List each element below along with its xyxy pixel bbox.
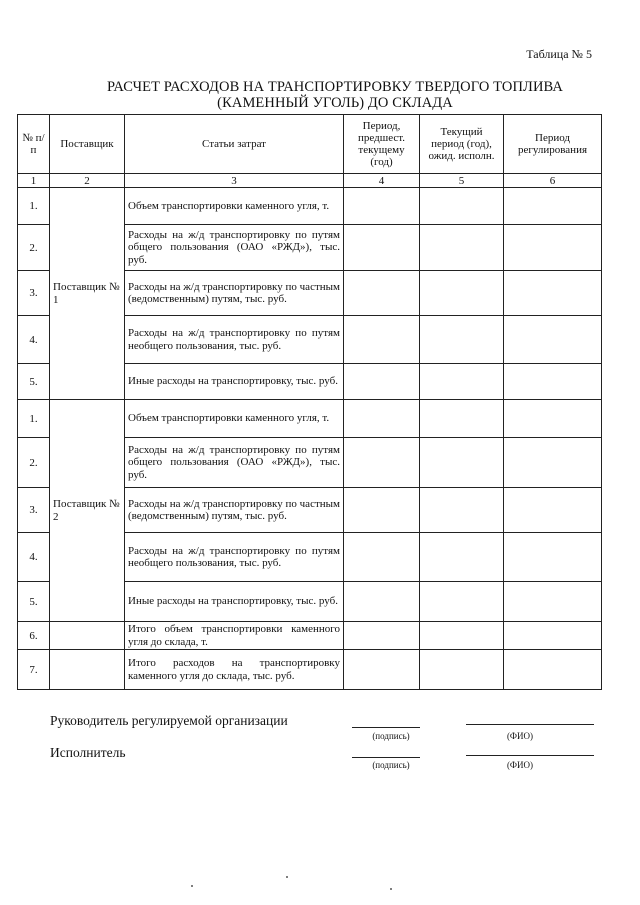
header-regulation-period: Период регулирования bbox=[504, 115, 602, 174]
col-number: 3 bbox=[125, 174, 344, 188]
value-cell bbox=[420, 316, 504, 364]
value-cell bbox=[504, 488, 602, 533]
value-cell bbox=[344, 650, 420, 690]
table-row bbox=[18, 400, 602, 438]
col-number: 4 bbox=[344, 174, 420, 188]
value-cell bbox=[420, 488, 504, 533]
value-cell bbox=[344, 533, 420, 582]
value-cell bbox=[504, 650, 602, 690]
cost-item: Расходы на ж/д транспортировку по путям необщего пользования, тыс. руб. bbox=[125, 316, 344, 364]
cost-item: Объем транспортировки каменного угля, т. bbox=[125, 188, 344, 225]
value-cell bbox=[504, 533, 602, 582]
header-cost-items: Статьи затрат bbox=[125, 115, 344, 174]
table-row bbox=[18, 650, 602, 690]
value-cell bbox=[344, 271, 420, 316]
value-cell bbox=[504, 622, 602, 650]
value-cell bbox=[344, 364, 420, 400]
col-number: 1 bbox=[18, 174, 50, 188]
value-cell bbox=[504, 188, 602, 225]
header-previous-period: Период, предшест. текущему (год) bbox=[344, 115, 420, 174]
row-number: 4. bbox=[18, 533, 50, 582]
executor-label: Исполнитель bbox=[50, 745, 126, 760]
supplier-2-cell: Поставщик № 2 bbox=[50, 400, 125, 622]
cost-item: Расходы на ж/д транспортировку по частным (ведомственным) путям, тыс. руб. bbox=[125, 271, 344, 316]
head-name-caption: (ФИО) bbox=[506, 731, 534, 741]
title-line-1: РАСЧЕТ РАСХОДОВ НА ТРАНСПОРТИРОВКУ ТВЕРДОГО ТОПЛИВА bbox=[107, 79, 563, 95]
supplier-empty-cell bbox=[50, 622, 125, 650]
header-current-period: Текущий период (год), ожид. исполн. bbox=[420, 115, 504, 174]
scan-speck bbox=[286, 876, 288, 878]
cost-item: Объем транспортировки каменного угля, т. bbox=[125, 400, 344, 438]
executor-signature-line bbox=[352, 757, 420, 758]
value-cell bbox=[344, 225, 420, 271]
value-cell bbox=[420, 582, 504, 622]
cost-item: Иные расходы на транспортировку, тыс. руб. bbox=[125, 364, 344, 400]
row-number: 2. bbox=[18, 438, 50, 488]
value-cell bbox=[344, 400, 420, 438]
head-signature-caption: (подпись) bbox=[372, 731, 410, 741]
row-number: 5. bbox=[18, 582, 50, 622]
col-number: 5 bbox=[420, 174, 504, 188]
cost-item: Расходы на ж/д транспортировку по путям общего пользования (ОАО «РЖД»), тыс. руб. bbox=[125, 225, 344, 271]
value-cell bbox=[504, 400, 602, 438]
value-cell bbox=[504, 582, 602, 622]
value-cell bbox=[344, 316, 420, 364]
value-cell bbox=[420, 400, 504, 438]
cost-item: Итого расходов на транспортировку каменного угля до склада, тыс. руб. bbox=[125, 650, 344, 690]
row-number: 4. bbox=[18, 316, 50, 364]
value-cell bbox=[504, 271, 602, 316]
value-cell bbox=[504, 364, 602, 400]
value-cell bbox=[344, 488, 420, 533]
table-row bbox=[18, 622, 602, 650]
header-supplier: Поставщик bbox=[50, 115, 125, 174]
value-cell bbox=[420, 364, 504, 400]
row-number: 1. bbox=[18, 188, 50, 225]
head-name-line bbox=[466, 724, 594, 725]
head-of-organization-label: Руководитель регулируемой организации bbox=[50, 713, 288, 728]
row-number: 2. bbox=[18, 225, 50, 271]
row-number: 6. bbox=[18, 622, 50, 650]
value-cell bbox=[420, 271, 504, 316]
value-cell bbox=[504, 438, 602, 488]
supplier-empty-cell bbox=[50, 650, 125, 690]
row-number: 3. bbox=[18, 488, 50, 533]
scan-speck bbox=[191, 885, 193, 887]
value-cell bbox=[420, 225, 504, 271]
col-number: 6 bbox=[504, 174, 602, 188]
cost-item: Расходы на ж/д транспортировку по путям необщего пользования, тыс. руб. bbox=[125, 533, 344, 582]
header-num: № п/п bbox=[18, 115, 50, 174]
value-cell bbox=[344, 582, 420, 622]
table-number-label: Таблица № 5 bbox=[526, 47, 592, 61]
value-cell bbox=[420, 533, 504, 582]
row-number: 3. bbox=[18, 271, 50, 316]
row-number: 5. bbox=[18, 364, 50, 400]
cost-table bbox=[17, 114, 602, 690]
value-cell bbox=[504, 225, 602, 271]
head-signature-line bbox=[352, 727, 420, 728]
value-cell bbox=[420, 188, 504, 225]
row-number: 1. bbox=[18, 400, 50, 438]
value-cell bbox=[420, 622, 504, 650]
cost-item: Расходы на ж/д транспортировку по путям общего пользования (ОАО «РЖД»), тыс. руб. bbox=[125, 438, 344, 488]
value-cell bbox=[420, 650, 504, 690]
value-cell bbox=[344, 438, 420, 488]
row-number: 7. bbox=[18, 650, 50, 690]
title-line-2: (КАМЕННЫЙ УГОЛЬ) ДО СКЛАДА bbox=[217, 95, 453, 111]
executor-signature-caption: (подпись) bbox=[372, 760, 410, 770]
table-header-row bbox=[18, 115, 602, 174]
scan-speck bbox=[390, 888, 392, 890]
executor-name-caption: (ФИО) bbox=[506, 760, 534, 770]
supplier-1-cell: Поставщик № 1 bbox=[50, 188, 125, 400]
executor-name-line bbox=[466, 755, 594, 756]
value-cell bbox=[344, 622, 420, 650]
col-number: 2 bbox=[50, 174, 125, 188]
table-row bbox=[18, 188, 602, 225]
cost-item: Итого объем транспортировки каменного угля до склада, т. bbox=[125, 622, 344, 650]
cost-item: Иные расходы на транспортировку, тыс. руб. bbox=[125, 582, 344, 622]
value-cell bbox=[420, 438, 504, 488]
column-number-row bbox=[18, 174, 602, 188]
value-cell bbox=[504, 316, 602, 364]
value-cell bbox=[344, 188, 420, 225]
document-title bbox=[40, 79, 630, 111]
cost-item: Расходы на ж/д транспортировку по частным (ведомственным) путям, тыс. руб. bbox=[125, 488, 344, 533]
